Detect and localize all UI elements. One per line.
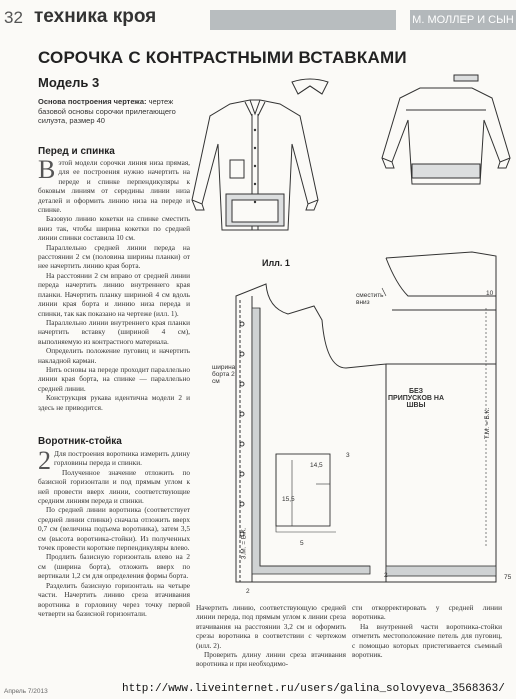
front-back-paragraph: Определить положение пуговиц и начертить накладной карман. [38, 346, 190, 365]
collar-col3-paragraph: сти откорректировать у средней линии воротника. [352, 603, 502, 622]
yoke-width-value: 10 [486, 290, 494, 297]
pocket-gap-value: 5 [300, 540, 304, 547]
illustration-label: Илл. 1 [262, 258, 290, 268]
collar-text-col3 [352, 603, 502, 659]
base-note [38, 97, 188, 126]
collar-text-col2 [196, 603, 346, 669]
section-title: техника кроя [34, 6, 157, 27]
collar-paragraph: По средней линии воротника (соответствует средней линии спинки) сначала отложить вверх 0,7 см (величина подъема воротника), затем 3,5 см (высота воротника-стойки). Из полученных точек провести короткие перпендикуляры влево. [38, 505, 190, 553]
collar-heading: Воротник-стойка [38, 436, 122, 447]
base-note-text: чертеж базовой основы сорочки прилегающего силуэта, размер 40 [38, 97, 176, 125]
placket-width-label: ширина борта 2 см [212, 364, 236, 385]
pocket-width-value: 14,5 [310, 462, 323, 469]
shirt-back-illustration [380, 80, 512, 190]
front-back-text [38, 155, 190, 412]
model-heading: Модель 3 [38, 75, 100, 90]
front-back-paragraph: Параллельно линии внутреннего края планки начертить вставку (шириной 4 см), выполняемую из контрастного материала. [38, 317, 190, 346]
front-back-paragraph: Базовую линию кокетки на спинке сместить вниз так, чтобы ширина кокетки по средней линии спинки составила 10 см. [38, 214, 190, 243]
pocket-height-value: 15,5 [282, 496, 295, 503]
collar-paragraph: Разделить базисную горизонталь на четыре части. Начертить линию среза втачивания воротника в горловину через точку первой четверти на базисной горизонтали. [38, 580, 190, 618]
source-url[interactable]: http://www.liveinternet.ru/users/galina_solovyeva_3568363/ [122, 683, 505, 695]
front-center-label: З.М. = Б.К. [240, 527, 248, 560]
front-back-heading: Перед и спинка [38, 146, 115, 157]
collar-drop-cap: 2 [38, 446, 51, 475]
header-stripe [210, 10, 396, 30]
collar-paragraph: Полученное значение отложить по базисной горизонтали и под прямым углом к ней провести вверх линии, соответствующие средним линиям переда и спинки. [38, 467, 190, 506]
front-back-drop-cap: В [38, 155, 56, 184]
inset-width-value: 2 [246, 588, 250, 595]
back-hem-value: 75 [504, 574, 512, 581]
front-back-paragraph: Нить основы на переде проходит параллельно линии края борта, на спинке — параллельно средней линии. [38, 364, 190, 393]
collar-col2-paragraph: Начертить линию, соответствующую средней линии переда, под прямым углом к линии среза втачивания на расстоянии 3,2 см и оформить срезы воротника в соответствии с чертежом (илл. 2). [196, 603, 346, 650]
issue-footer: Апрель 7/2013 [4, 688, 48, 695]
collar-col2-paragraph: Проверить длину линии среза втачивания воротника и при необходимо- [196, 650, 346, 669]
front-back-paragraph: этой модели сорочки линия низа прямая, для ее построения нужно начертить на переде и спинке перпендикуляры к боковым линиям от середины линии низа деталей и оформить линию низа на переде и спинке. [38, 158, 190, 215]
no-allowance-label: БЕЗ ПРИПУСКОВ НА ШВЫ [388, 388, 444, 409]
front-hem-value: 2 [384, 572, 388, 579]
collar-col3-paragraph: На внутренней части воротника-стойки отметить местоположение петель для пуговиц, с помощью которых пристегивается съемный воротник. [352, 621, 502, 660]
collar-illustration [288, 76, 332, 98]
collar-text [38, 446, 190, 618]
base-note-label: Основа построения чертежа: [38, 97, 147, 106]
shirt-front-illustration [190, 90, 320, 240]
back-center-label: Т.М. = Б.К. [484, 407, 492, 440]
collar-paragraph: Продлить базисную горизонталь влево на 2 см (ширина борта), отложить вверх по вертикали 1,2 см для определения формы борта. [38, 552, 190, 581]
front-back-paragraph: Параллельно средней линии переда на расстоянии 2 см (половина ширины планки) от нее начертить линию края борта. [38, 242, 190, 271]
front-back-paragraph: Конструкция рукава идентична модели 2 и здесь не приводится. [38, 393, 190, 412]
article-title: СОРОЧКА С КОНТРАСТНЫМИ ВСТАВКАМИ [38, 48, 407, 67]
shift-down-label: сместить вниз [356, 292, 384, 306]
brand-label: М. МОЛЛЕР И СЫН [410, 10, 516, 30]
front-back-paragraph: На расстоянии 2 см вправо от средней линии переда начертить линию внутреннего края планки. Начертить планку шириной 4 см вдоль линии края борта и линию низа переда и спинки, так как показано на чертеже (илл. 1). [38, 270, 190, 318]
page-number: 32 [4, 8, 23, 27]
collar-paragraph: Для построения воротника измерить длину горловины переда и спинки. [54, 449, 190, 468]
page-header [0, 0, 516, 34]
pocket-offset-value: 3 [346, 452, 350, 459]
